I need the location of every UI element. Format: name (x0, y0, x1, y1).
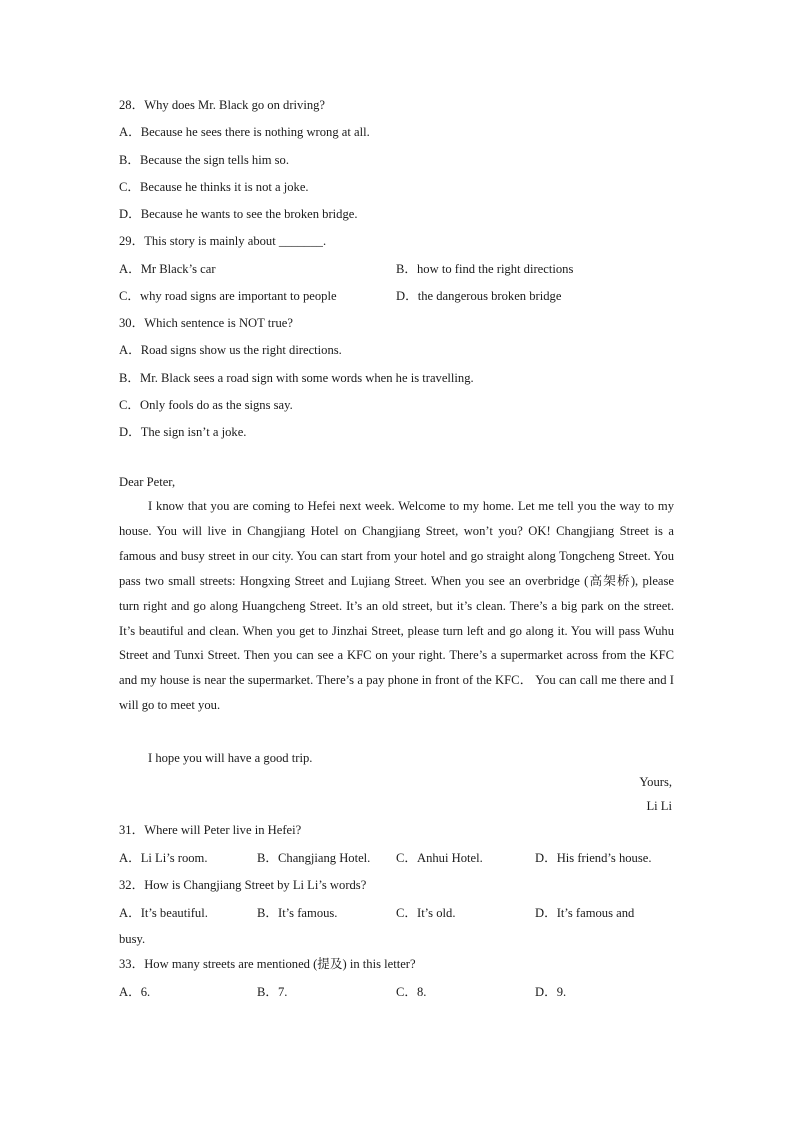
q33-option-b: B．7. (257, 985, 288, 999)
q30-option-c: C．Only fools do as the signs say. (119, 398, 293, 412)
letter-body (119, 494, 674, 718)
q31-stem: 31．Where will Peter live in Hefei? (119, 823, 302, 837)
letter-greeting: Dear Peter, (119, 475, 176, 489)
q32-option-b: B．It’s famous. (257, 906, 338, 920)
q28-option-c: C．Because he thinks it is not a joke. (119, 180, 309, 194)
letter-closing-line: I hope you will have a good trip. (148, 751, 313, 765)
q31-option-d: D．His friend’s house. (535, 851, 652, 865)
q29-stem: 29．This story is mainly about _______. (119, 234, 327, 248)
q33-option-a: A．6. (119, 985, 151, 999)
q31-option-b: B．Changjiang Hotel. (257, 851, 371, 865)
q29-option-c: C．why road signs are important to people (119, 289, 337, 303)
q30-stem: 30．Which sentence is NOT true? (119, 316, 293, 330)
q33-option-c: C．8. (396, 985, 427, 999)
letter-signature: Li Li (646, 799, 672, 813)
q32-option-d: D．It’s famous and (535, 906, 635, 920)
q31-option-a: A．Li Li’s room. (119, 851, 208, 865)
q30-option-a: A．Road signs show us the right directions. (119, 343, 342, 357)
q28-option-d: D．Because he wants to see the broken bridge. (119, 207, 358, 221)
q30-option-b: B．Mr. Black sees a road sign with some words when he is travelling. (119, 371, 474, 385)
q32-option-a: A．It’s beautiful. (119, 906, 208, 920)
q32-option-d-wrap: busy. (119, 932, 146, 946)
q29-option-b: B．how to find the right directions (396, 262, 574, 276)
q32-option-c: C．It’s old. (396, 906, 456, 920)
q33-option-d: D．9. (535, 985, 567, 999)
q28-stem: 28．Why does Mr. Black go on driving? (119, 98, 326, 112)
q29-option-a: A．Mr Black’s car (119, 262, 216, 276)
q30-option-d: D．The sign isn’t a joke. (119, 425, 247, 439)
q29-option-d: D．the dangerous broken bridge (396, 289, 562, 303)
letter-sign-off: Yours, (639, 775, 672, 789)
q28-option-a: A．Because he sees there is nothing wrong at all. (119, 125, 370, 139)
q32-stem: 32．How is Changjiang Street by Li Li’s words? (119, 878, 367, 892)
q33-stem: 33．How many streets are mentioned (提及) in this letter? (119, 957, 416, 971)
q31-option-c: C．Anhui Hotel. (396, 851, 483, 865)
q28-option-b: B．Because the sign tells him so. (119, 153, 289, 167)
letter-body-paragraph: I know that you are coming to Hefei next week. Welcome to my home. Let me tell you the way to my house. You will live in Changjiang Hotel on Changjiang Street, won’t you? OK! Changjiang Street is a famous and busy street in our city. You can start from your hotel and go straight along Tongcheng Street. You pass two small streets: Hongxing Street and Lujiang Street. When you see an overbridge (高架桥), please turn right and go along Huangcheng Street. It’s an old street, but it’s clean. There’s a big park on the street. It’s beautiful and clean. When you get to Jinzhai Street, please turn left and go along it. You will pass Wuhu Street and Tunxi Street. Then you can see a KFC on your right. There’s a supermarket across from the KFC and my house is near the supermarket. There’s a pay phone in front of the KFC． You can call me there and I will go to meet you. (119, 499, 674, 713)
